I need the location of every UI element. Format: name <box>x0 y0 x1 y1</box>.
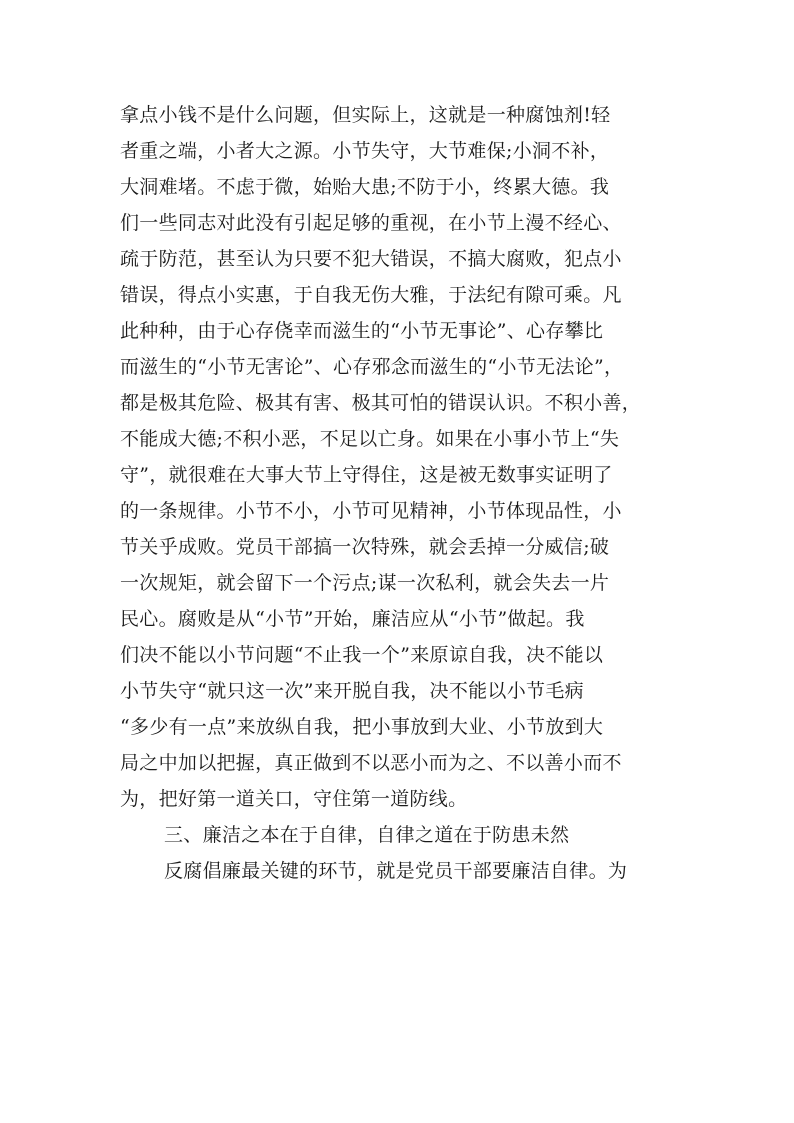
paragraph-line: 不能成大德;不积小恶，不足以亡身。如果在小事小节上“失 <box>120 428 620 450</box>
paragraph-line: 此种种，由于心存侥幸而滋生的“小节无事论”、心存攀比 <box>120 320 604 342</box>
paragraph-line: 而滋生的“小节无害论”、心存邪念而滋生的“小节无法论”， <box>120 356 624 378</box>
paragraph-line: 民心。腐败是从“小节”开始，廉洁应从“小节”做起。我 <box>120 608 585 630</box>
paragraph-line: 错误，得点小实惠，于自我无伤大雅，于法纪有隙可乘。凡 <box>120 284 622 306</box>
paragraph-line: 都是极其危险、极其有害、极其可怕的错误认识。不积小善， <box>120 392 642 414</box>
section-heading: 三、廉洁之本在于自律，自律之道在于防患未然 <box>164 824 570 846</box>
body-text <box>120 97 680 889</box>
paragraph-line: 小节失守“就只这一次”来开脱自我，决不能以小节毛病 <box>120 680 584 702</box>
paragraph-line: 们决不能以小节问题“不止我一个”来原谅自我，决不能以 <box>120 644 604 666</box>
paragraph-line: 局之中加以把握，真正做到不以恶小而为之、不以善小而不 <box>120 752 622 774</box>
paragraph-line: 的一条规律。小节不小，小节可见精神，小节体现品性，小 <box>120 500 622 522</box>
paragraph-line: 节关乎成败。党员干部搞一次特殊，就会丢掉一分威信;破 <box>120 536 610 558</box>
paragraph-line: 一次规矩，就会留下一个污点;谋一次私利，就会失去一片 <box>120 572 610 594</box>
paragraph-line: 拿点小钱不是什么问题，但实际上，这就是一种腐蚀剂!轻 <box>120 104 611 126</box>
paragraph-line: 者重之端，小者大之源。小节失守，大节难保;小洞不补， <box>120 140 610 162</box>
paragraph-line: 大洞难堵。不虑于微，始贻大患;不防于小，终累大德。我 <box>120 176 610 198</box>
paragraph-line: 守”，就很难在大事大节上守得住，这是被无数事实证明了 <box>120 464 613 486</box>
paragraph-line: 们一些同志对此没有引起足够的重视，在小节上漫不经心、 <box>120 212 622 234</box>
paragraph-line: 为，把好第一道关口，守住第一道防线。 <box>120 788 468 810</box>
paragraph-line: 反腐倡廉最关键的环节，就是党员干部要廉洁自律。为 <box>164 860 628 882</box>
paragraph-line: 疏于防范，甚至认为只要不犯大错误，不搞大腐败，犯点小 <box>120 248 622 270</box>
paragraph-line: “多少有一点”来放纵自我，把小事放到大业、小节放到大 <box>120 716 604 738</box>
